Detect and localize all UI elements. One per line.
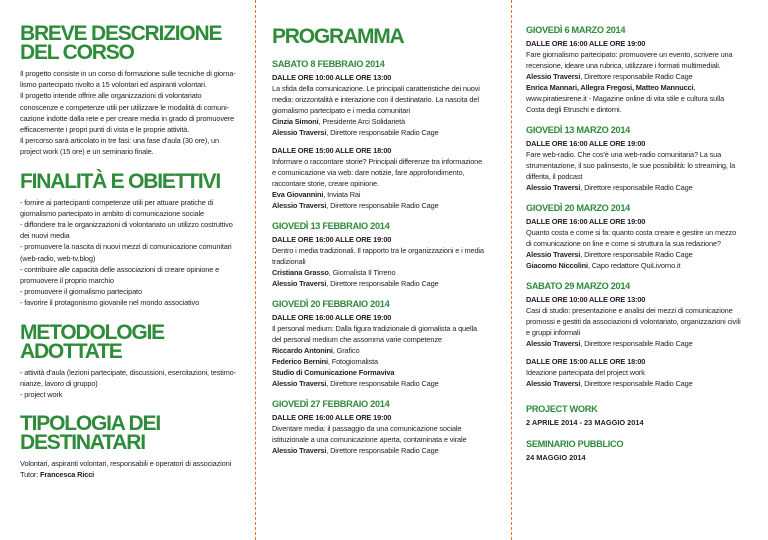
- speaker-line: Alessio Traversi, Direttore responsabile Radio Cage: [272, 128, 439, 137]
- speaker-line: Alessio Traversi, Direttore responsabile Radio Cage: [526, 379, 693, 388]
- finalita-title: FINALITÀ E OBIETTIVI: [20, 169, 220, 193]
- event-giovedi-6-marzo: GIOVEDÌ 6 MARZO 2014 DALLE ORE 16:00 ALLE ORE 19:00 Fare giornalismo partecipato: promuovere un evento, scrivere una recensione, ideare una rubrica, utilizzare i formati multimediali. Alessio Traversi, Direttore responsabile Radio Cage Enrica Mannari, Allegra Fregosi, Matteo Mannucci, www.piratiesirene.it - Magazine online di vita stile e cultura sulla Costa degli Etruschi e dintorni.: [526, 24, 754, 115]
- event-giovedi-13-marzo: GIOVEDÌ 13 MARZO 2014 DALLE ORE 16:00 ALLE ORE 19:00 Fare web-radio. Che cos'è una web-radio comunitaria? La sua strumentazione, il suo palinsesto, le sue possibilità: lo streaming, la differita, il podcast Alessio Traversi, Direttore responsabile Radio Cage: [526, 124, 754, 193]
- tipologia-title: TIPOLOGIA DEI DESTINATARI: [20, 412, 160, 455]
- breve-descrizione-text: Il progetto consiste in un corso di formazione sulle tecniche di giorna- lismo partecipato rivolto a 15 volontari ed aspiranti volontari. Il progetto intende offrire alle organizzazioni di volontariato conoscenze e competenze utili per utilizzare le modalità di comuni- cazione indotte dalla rete e per creare media in grado di promuovere efficacemente i propri punti di vista e le proprie attività. Il percorso sarà articolato in tre fasi: una fase d'aula (30 ore), un project work (15 ore) e un seminario finale.: [20, 69, 236, 157]
- description-column: [0, 0, 256, 540]
- speaker-line: Studio di Comunicazione Formaviva: [272, 368, 395, 377]
- event-giovedi-20-febbraio: GIOVEDÌ 20 FEBBRAIO 2014 DALLE ORE 16:00 ALLE ORE 19:00 Il personal medium: Dalla figura tradizionale di giornalista a quella del personal medium che assomma varie competenze Riccardo Antonini, Grafico Federico Bernini, Fotogiornalista Studio di Comunicazione Formaviva Alessio Traversi, Direttore responsabile Radio Cage: [272, 298, 498, 389]
- finalita-text: - fornire ai partecipanti competenze utili per attuare pratiche di giornalismo partecipato in ambito di comunicazione sociale - diffondere tra le organizzazioni di volontariato un utilizzo costruttivo dei nuovi media - promuovere la nascita di nuovi mezzi di comunicazione comunitari (web-radio, web-tv,blog) - contribuire alle capacità delle associazioni di creare opinione e promuovere il proprio marchio - promuovere il giornalismo partecipato - favorire il protagonismo giovanile nel mondo associativo: [20, 197, 233, 308]
- speaker-line: Cristiana Grasso, Giornalista Il Tirreno: [272, 268, 396, 277]
- speaker-line: Alessio Traversi, Direttore responsabile Radio Cage: [526, 250, 693, 259]
- event-giovedi-13-febbraio: GIOVEDÌ 13 FEBBRAIO 2014 DALLE ORE 16:00 ALLE ORE 19:00 Dentro i media tradizionali. Il rapporto tra le organizzazioni e i media tradizionali Cristiana Grasso, Giornalista Il Tirreno Alessio Traversi, Direttore responsabile Radio Cage: [272, 220, 498, 289]
- event-giovedi-20-marzo: GIOVEDÌ 20 MARZO 2014 DALLE ORE 16:00 ALLE ORE 19:00 Quanto costa e come si fa: quanto costa creare e gestire un mezzo di comunicazione on line e come si struttura la sua redazione? Alessio Traversi, Direttore responsabile Radio Cage Giacomo Niccolini, Capo redattore QuiLivorno.it: [526, 202, 754, 271]
- speaker-line: Alessio Traversi, Direttore responsabile Radio Cage: [272, 201, 439, 210]
- speaker-line: Cinzia Simoni, Presidente Arci Solidarietà: [272, 117, 405, 126]
- programma-column-continued: [512, 0, 768, 540]
- speaker-line: Alessio Traversi, Direttore responsabile Radio Cage: [272, 279, 439, 288]
- programma-title: PROGRAMMA: [272, 25, 404, 48]
- programma-column: [256, 0, 512, 540]
- event-sabato-29-marzo: SABATO 29 MARZO 2014 DALLE ORE 10:00 ALLE ORE 13:00 Casi di studio: presentazione e analisi dei mezzi di comunicazione promossi e gestiti da associazioni di volontariato, organizzazioni civili e gruppi informali Alessio Traversi, Direttore responsabile Radio Cage DALLE ORE 15:00 ALLE ORE 18:00 Ideazione partecipata del project work Alessio Traversi, Direttore responsabile Radio Cage: [526, 280, 754, 389]
- tutor-line: Tutor: Francesca Ricci: [20, 470, 95, 480]
- speaker-line: Riccardo Antonini, Grafico: [272, 346, 360, 355]
- speaker-line: Enrica Mannari, Allegra Fregosi, Matteo Mannucci,: [526, 83, 696, 92]
- speaker-line: Alessio Traversi, Direttore responsabile Radio Cage: [272, 379, 439, 388]
- speaker-line: Giacomo Niccolini, Capo redattore QuiLivorno.it: [526, 261, 681, 270]
- tipologia-text: Volontari, aspiranti volontari, responsabili e operatori di associazioni Tutor: Francesca Ricci: [20, 458, 242, 480]
- project-work-section: PROJECT WORK 2 APRILE 2014 - 23 MAGGIO 2014: [526, 404, 644, 427]
- speaker-line: Federico Bernini, Fotogiornalista: [272, 357, 378, 366]
- metodologie-text: - attività d'aula (lezioni partecipate, discussioni, esercitazioni, testimo- nianze, lavoro di gruppo) - project work: [20, 367, 236, 400]
- event-giovedi-27-febbraio: GIOVEDÌ 27 FEBBRAIO 2014 DALLE ORE 16:00 ALLE ORE 19:00 Diventare media: il passaggio da una comunicazione sociale istituzionale a una comunicazione aperta, contaminata e virale Alessio Traversi, Direttore responsabile Radio Cage: [272, 398, 498, 456]
- breve-descrizione-title: BREVE DESCRIZIONE DEL CORSO: [20, 22, 222, 64]
- speaker-line: Alessio Traversi, Direttore responsabile Radio Cage: [526, 339, 693, 348]
- speaker-line: Alessio Traversi, Direttore responsabile Radio Cage: [526, 183, 693, 192]
- speaker-line: Eva Giovannini, Inviata Rai: [272, 190, 361, 199]
- seminario-section: SEMINARIO PUBBLICO 24 MAGGIO 2014: [526, 439, 624, 462]
- event-sabato-8-febbraio: SABATO 8 FEBBRAIO 2014 DALLE ORE 10:00 ALLE ORE 13:00 La sfida della comunicazione. Le principali caratteristiche dei nuovi media: orizzontalità e interazione con il destinatario. La nascita del giornalismo partecipato e i media comunitari Cinzia Simoni, Presidente Arci Solidarietà Alessio Traversi, Direttore responsabile Radio Cage DALLE ORE 15:00 ALLE ORE 18:00 Informare o raccontare storie? Principali differenze tra informazione e comunicazione via web: dare notizie, fare approfondimento, raccontare storie, creare opinione. Eva Giovannini, Inviata Rai Alessio Traversi, Direttore responsabile Radio Cage: [272, 58, 498, 211]
- metodologie-title: METODOLOGIE ADOTTATE: [20, 320, 164, 363]
- speaker-line: Alessio Traversi, Direttore responsabile Radio Cage: [526, 72, 693, 81]
- speaker-line: Alessio Traversi, Direttore responsabile Radio Cage: [272, 446, 439, 455]
